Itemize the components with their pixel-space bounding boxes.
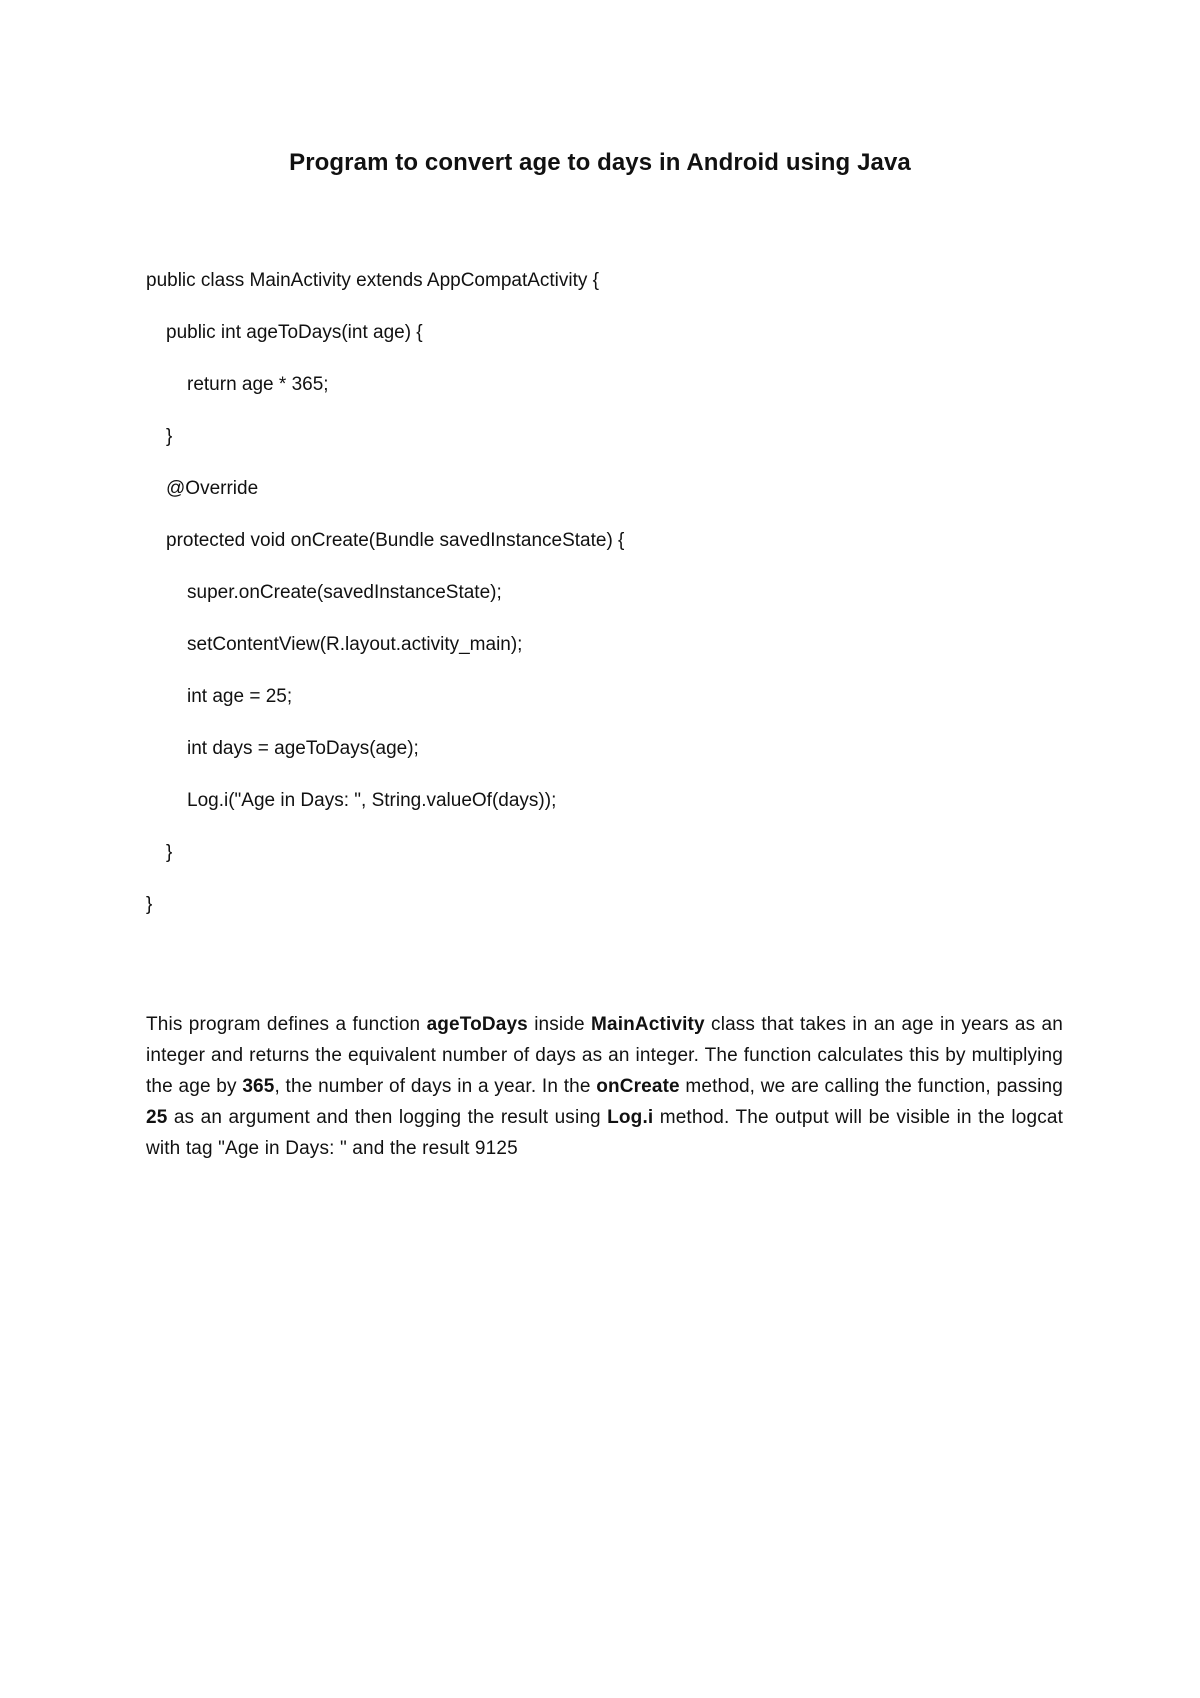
desc-bold-oncreate: onCreate bbox=[596, 1076, 680, 1097]
code-line: setContentView(R.layout.activity_main); bbox=[187, 634, 523, 655]
code-line: int days = ageToDays(age); bbox=[187, 738, 419, 759]
desc-text: class that takes in an age in years as an integer and returns the equivalent number of days as an integer. The function calculates this by multiplying the age by bbox=[146, 1014, 1063, 1097]
desc-bold-mainactivity: MainActivity bbox=[591, 1014, 705, 1035]
desc-bold-365: 365 bbox=[242, 1076, 275, 1097]
code-line: public int ageToDays(int age) { bbox=[166, 322, 423, 343]
desc-text: method, we are calling the function, passing bbox=[679, 1076, 1063, 1097]
desc-text: inside bbox=[527, 1014, 592, 1035]
desc-text: This program defines a function bbox=[146, 1014, 427, 1035]
desc-text: method. The output will be visible in the logcat with tag "Age in Days: " and the result 9125 bbox=[146, 1107, 1064, 1159]
code-line: super.onCreate(savedInstanceState); bbox=[187, 582, 502, 603]
desc-bold-logi: Log.i bbox=[607, 1107, 654, 1128]
description-paragraph bbox=[146, 1009, 1063, 1164]
document-title: Program to convert age to days in Android using Java bbox=[289, 149, 911, 176]
desc-bold-agetodays: ageToDays bbox=[426, 1014, 528, 1035]
desc-bold-25: 25 bbox=[146, 1107, 168, 1128]
code-line: public class MainActivity extends AppCompatActivity { bbox=[146, 270, 600, 291]
code-line: int age = 25; bbox=[187, 686, 293, 707]
code-block bbox=[146, 268, 1086, 944]
code-line: } bbox=[166, 426, 173, 447]
desc-text: as an argument and then logging the result using bbox=[167, 1107, 608, 1128]
desc-text: , the number of days in a year. In the bbox=[274, 1076, 597, 1097]
code-line: protected void onCreate(Bundle savedInstanceState) { bbox=[166, 530, 625, 551]
code-line: Log.i("Age in Days: ", String.valueOf(days)); bbox=[187, 790, 557, 811]
code-line: } bbox=[146, 894, 153, 915]
code-line: return age * 365; bbox=[187, 374, 329, 395]
code-line: @Override bbox=[166, 478, 259, 499]
code-line: } bbox=[166, 842, 173, 863]
